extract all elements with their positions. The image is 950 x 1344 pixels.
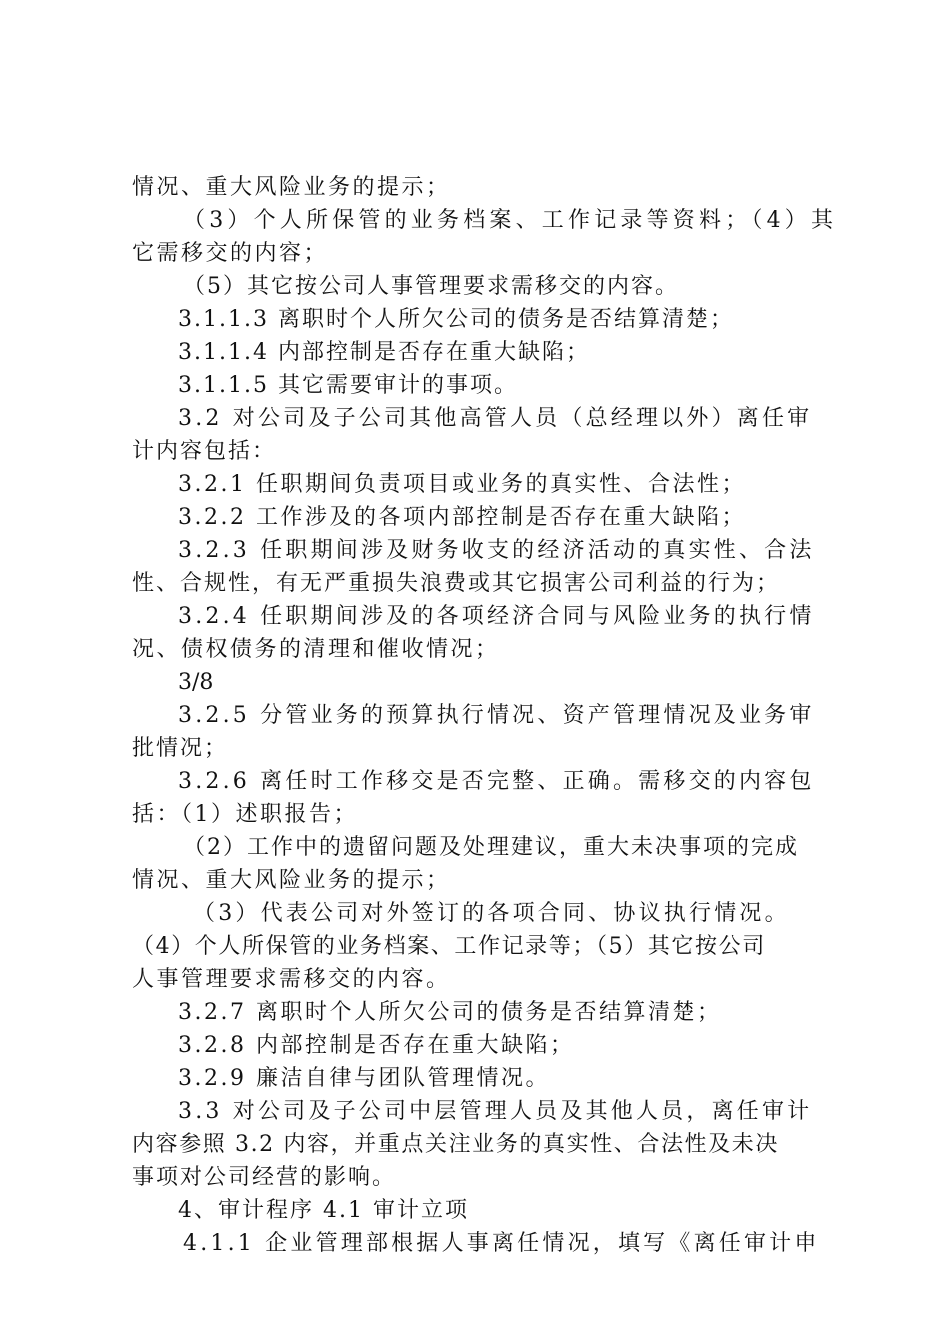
text-line-9 [0, 435, 950, 469]
text-line-28 [0, 1095, 950, 1129]
text: 3.2.3 任职期间涉及财务收支的经济活动的真实性、合法 [178, 538, 815, 563]
text: 3.1.1.5 其它需要审计的事项。 [178, 373, 518, 398]
text: 事项对公司经营的影响。 [132, 1165, 397, 1190]
text: 3.1.1.3 离职时个人所欠公司的债务是否结算清楚； [178, 307, 734, 332]
page-number [0, 666, 950, 700]
text-line-23 [0, 930, 950, 964]
text: 3.2.2 工作涉及的各项内部控制是否存在重大缺陷； [178, 505, 746, 530]
text: （4）个人所保管的业务档案、工作记录等；（5）其它按公司 [132, 934, 766, 959]
text-line-25 [0, 996, 950, 1030]
text-line-30 [0, 1161, 950, 1195]
text-line-21 [0, 864, 950, 898]
text: 括：（1）述职报告； [132, 802, 358, 827]
text: 3.2.9 廉洁自律与团队管理情况。 [178, 1066, 550, 1091]
text-line-16 [0, 699, 950, 733]
text-line-2 [0, 204, 950, 238]
text-line-13 [0, 567, 950, 601]
text: 内容参照 3.2 内容，并重点关注业务的真实性、合法性及未决 [132, 1132, 779, 1157]
text-line-20 [0, 831, 950, 865]
text: （3）代表公司对外签订的各项合同、协议执行情况。 [193, 901, 790, 926]
text-line-12 [0, 534, 950, 568]
text-line-22 [0, 897, 950, 931]
text: 人事管理要求需移交的内容。 [132, 967, 451, 992]
text-line-18 [0, 765, 950, 799]
text-line-29 [0, 1128, 950, 1162]
text: （3）个人所保管的业务档案、工作记录等资料；（4）其 [183, 208, 838, 233]
text: 3.2.5 分管业务的预算执行情况、资产管理情况及业务审 [178, 703, 815, 728]
text-line-31 [0, 1194, 950, 1228]
text: 性、合规性，有无严重损失浪费或其它损害公司利益的行为； [132, 571, 781, 596]
text-line-14 [0, 600, 950, 634]
text: 3.2 对公司及子公司其他高管人员（总经理以外）离任审 [178, 406, 813, 431]
text-line-26 [0, 1029, 950, 1063]
text-line-15 [0, 633, 950, 667]
text: 3.2.4 任职期间涉及的各项经济合同与风险业务的执行情 [178, 604, 815, 629]
text: 3.2.6 离任时工作移交是否完整、正确。需移交的内容包 [178, 769, 815, 794]
text-line-11 [0, 501, 950, 535]
text: 3.2.1 任职期间负责项目或业务的真实性、合法性； [178, 472, 746, 497]
text: 3.2.8 内部控制是否存在重大缺陷； [178, 1033, 575, 1058]
text: 情况、重大风险业务的提示； [132, 868, 451, 893]
text: 3.1.1.4 内部控制是否存在重大缺陷； [178, 340, 590, 365]
text-line-5 [0, 303, 950, 337]
text-line-19 [0, 798, 950, 832]
text-line-7 [0, 369, 950, 403]
text-line-3 [0, 237, 950, 271]
text: 批情况； [132, 736, 229, 761]
text-line-27 [0, 1062, 950, 1096]
text-line-6 [0, 336, 950, 370]
text: 它需移交的内容； [132, 241, 329, 266]
text: 4、审计程序 4.1 审计立项 [178, 1198, 469, 1223]
text-line-17 [0, 732, 950, 766]
text: 况、债权债务的清理和催收情况； [132, 637, 500, 662]
text-line-24 [0, 963, 950, 997]
text: 计内容包括： [132, 439, 277, 464]
text: 3/8 [178, 670, 214, 695]
text: （2）工作中的遗留问题及处理建议，重大未决事项的完成 [183, 835, 799, 860]
text: 4.1.1 企业管理部根据人事离任情况，填写《离任审计申 [183, 1231, 820, 1256]
text-line-4 [0, 270, 950, 304]
text-line-10 [0, 468, 950, 502]
text-line-32 [0, 1227, 950, 1261]
text: 3.3 对公司及子公司中层管理人员及其他人员，离任审计 [178, 1099, 813, 1124]
text: （5）其它按公司人事管理要求需移交的内容。 [183, 274, 679, 299]
text: 情况、重大风险业务的提示； [132, 175, 451, 200]
text-line-8 [0, 402, 950, 436]
text: 3.2.7 离职时个人所欠公司的债务是否结算清楚； [178, 1000, 722, 1025]
text-line-1 [0, 171, 950, 205]
